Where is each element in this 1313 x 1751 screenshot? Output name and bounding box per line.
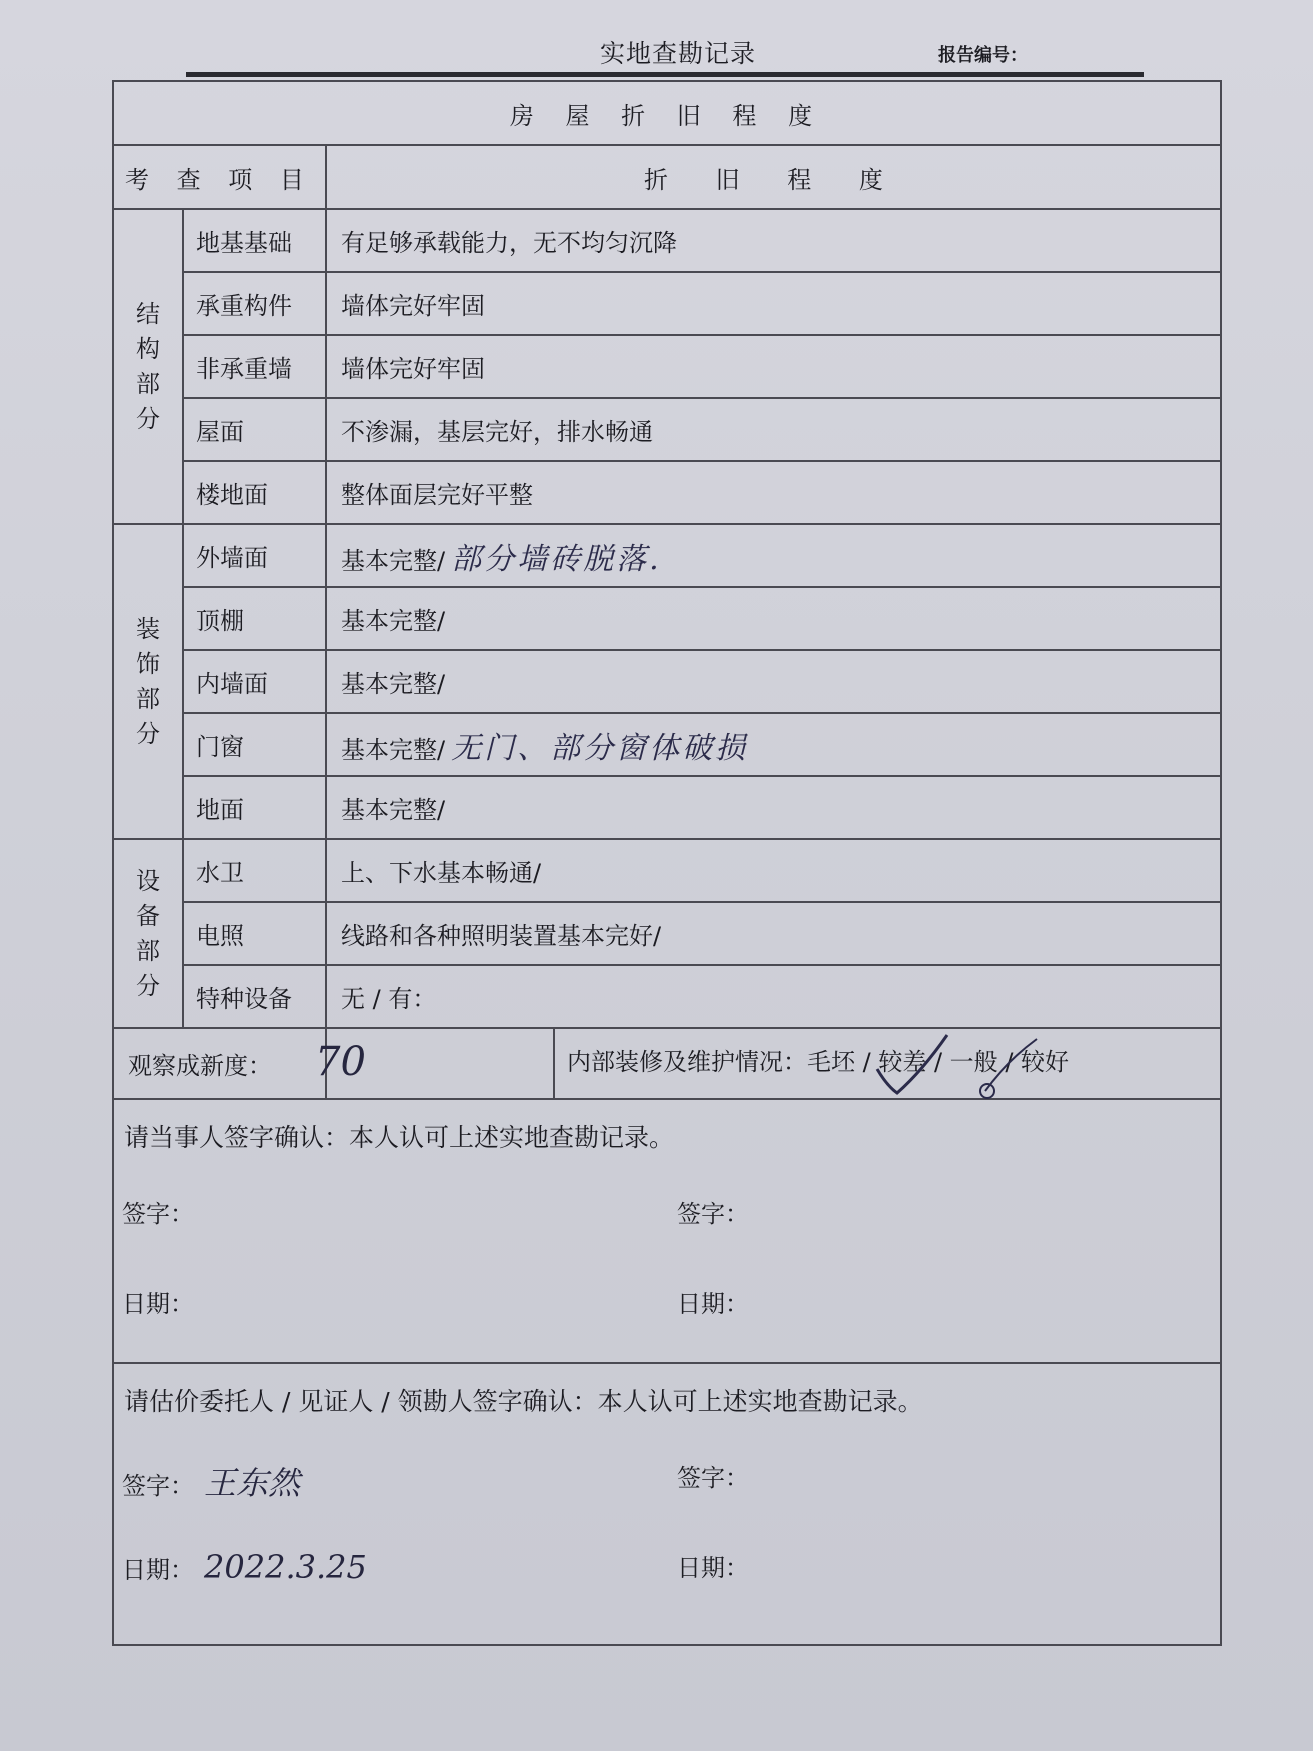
party-sign-label-right[interactable]: 签字： [677,1200,749,1228]
handwritten-note: 部分墙砖脱落. [451,541,662,577]
client-sign-label-right[interactable]: 签字： [677,1464,749,1492]
report-number-label: 报告编号： [938,45,1028,66]
client-date-label-right[interactable]: 日期： [677,1554,749,1582]
handwritten-note: 无门、部分窗体破损 [451,730,749,766]
handwritten-newness-value: 70 [315,1039,366,1085]
column-header-degree: 折 旧 程 度 [326,145,1221,209]
party-date-label-right[interactable]: 日期： [677,1290,749,1318]
item-value: 基本完整/ [326,776,1221,839]
client-signature-block [113,1363,1221,1645]
item-value: 墙体完好牢固 [326,335,1221,398]
group-label-equipment: 设 备 部 分 [113,839,183,1028]
item-value: 整体面层完好平整 [326,461,1221,524]
party-signature-block [113,1099,1221,1363]
item-name: 门窗 [183,713,326,776]
item-name: 内墙面 [183,650,326,713]
item-name: 非承重墙 [183,335,326,398]
client-date-field[interactable] [122,1548,677,1588]
group-label-structure: 结 构 部 分 [113,209,183,524]
client-statement: 请估价委托人 / 见证人 / 领勘人签字确认：本人认可上述实地查勘记录。 [124,1387,923,1416]
observe-decor-cell [315,1028,1221,1099]
item-name: 地基基础 [183,209,326,272]
item-name: 承重构件 [183,272,326,335]
decor-status-label: 内部装修及维护情况：毛坯 / 较差 / 一般 / 较好 [553,1027,1069,1098]
party-sign-label[interactable]: 签字： [122,1200,194,1228]
item-name: 楼地面 [183,461,326,524]
item-name: 顶棚 [183,587,326,650]
observe-label: 观察成新度： [128,1052,272,1080]
client-date-label: 日期： [122,1556,194,1584]
client-sign-field[interactable] [122,1458,677,1502]
item-value: 基本完整/ 部分墙砖脱落. [326,524,1221,587]
item-name: 水卫 [183,839,326,902]
item-value: 无 / 有： [326,965,1221,1028]
item-value: 有足够承载能力，无不均匀沉降 [326,209,1221,272]
handwritten-signature: 王东然 [204,1464,301,1502]
item-value: 基本完整/ [326,587,1221,650]
handwritten-date: 2022.3.25 [204,1548,367,1586]
item-value: 基本完整/ 无门、部分窗体破损 [326,713,1221,776]
party-statement: 请当事人签字确认：本人认可上述实地查勘记录。 [124,1123,675,1152]
item-value: 上、下水基本畅通/ [326,839,1221,902]
item-value: 墙体完好牢固 [326,272,1221,335]
item-name: 特种设备 [183,965,326,1028]
observe-cell [113,1028,326,1099]
client-sign-label: 签字： [122,1472,194,1500]
depreciation-form [112,80,1222,1646]
item-name: 屋面 [183,398,326,461]
check-mark-icon [867,1031,1047,1101]
column-header-item: 考 查 项 目 [113,145,326,209]
party-date-label[interactable]: 日期： [122,1290,194,1318]
document-title: 实地查勘记录 [600,39,757,68]
table-title: 房 屋 折 旧 程 度 [113,81,1221,145]
title-rule [186,72,1144,77]
item-name: 地面 [183,776,326,839]
item-value: 不渗漏，基层完好，排水畅通 [326,398,1221,461]
item-value: 基本完整/ [326,650,1221,713]
item-value: 线路和各种照明装置基本完好/ [326,902,1221,965]
group-label-decoration: 装 饰 部 分 [113,524,183,839]
item-name: 外墙面 [183,524,326,587]
item-name: 电照 [183,902,326,965]
